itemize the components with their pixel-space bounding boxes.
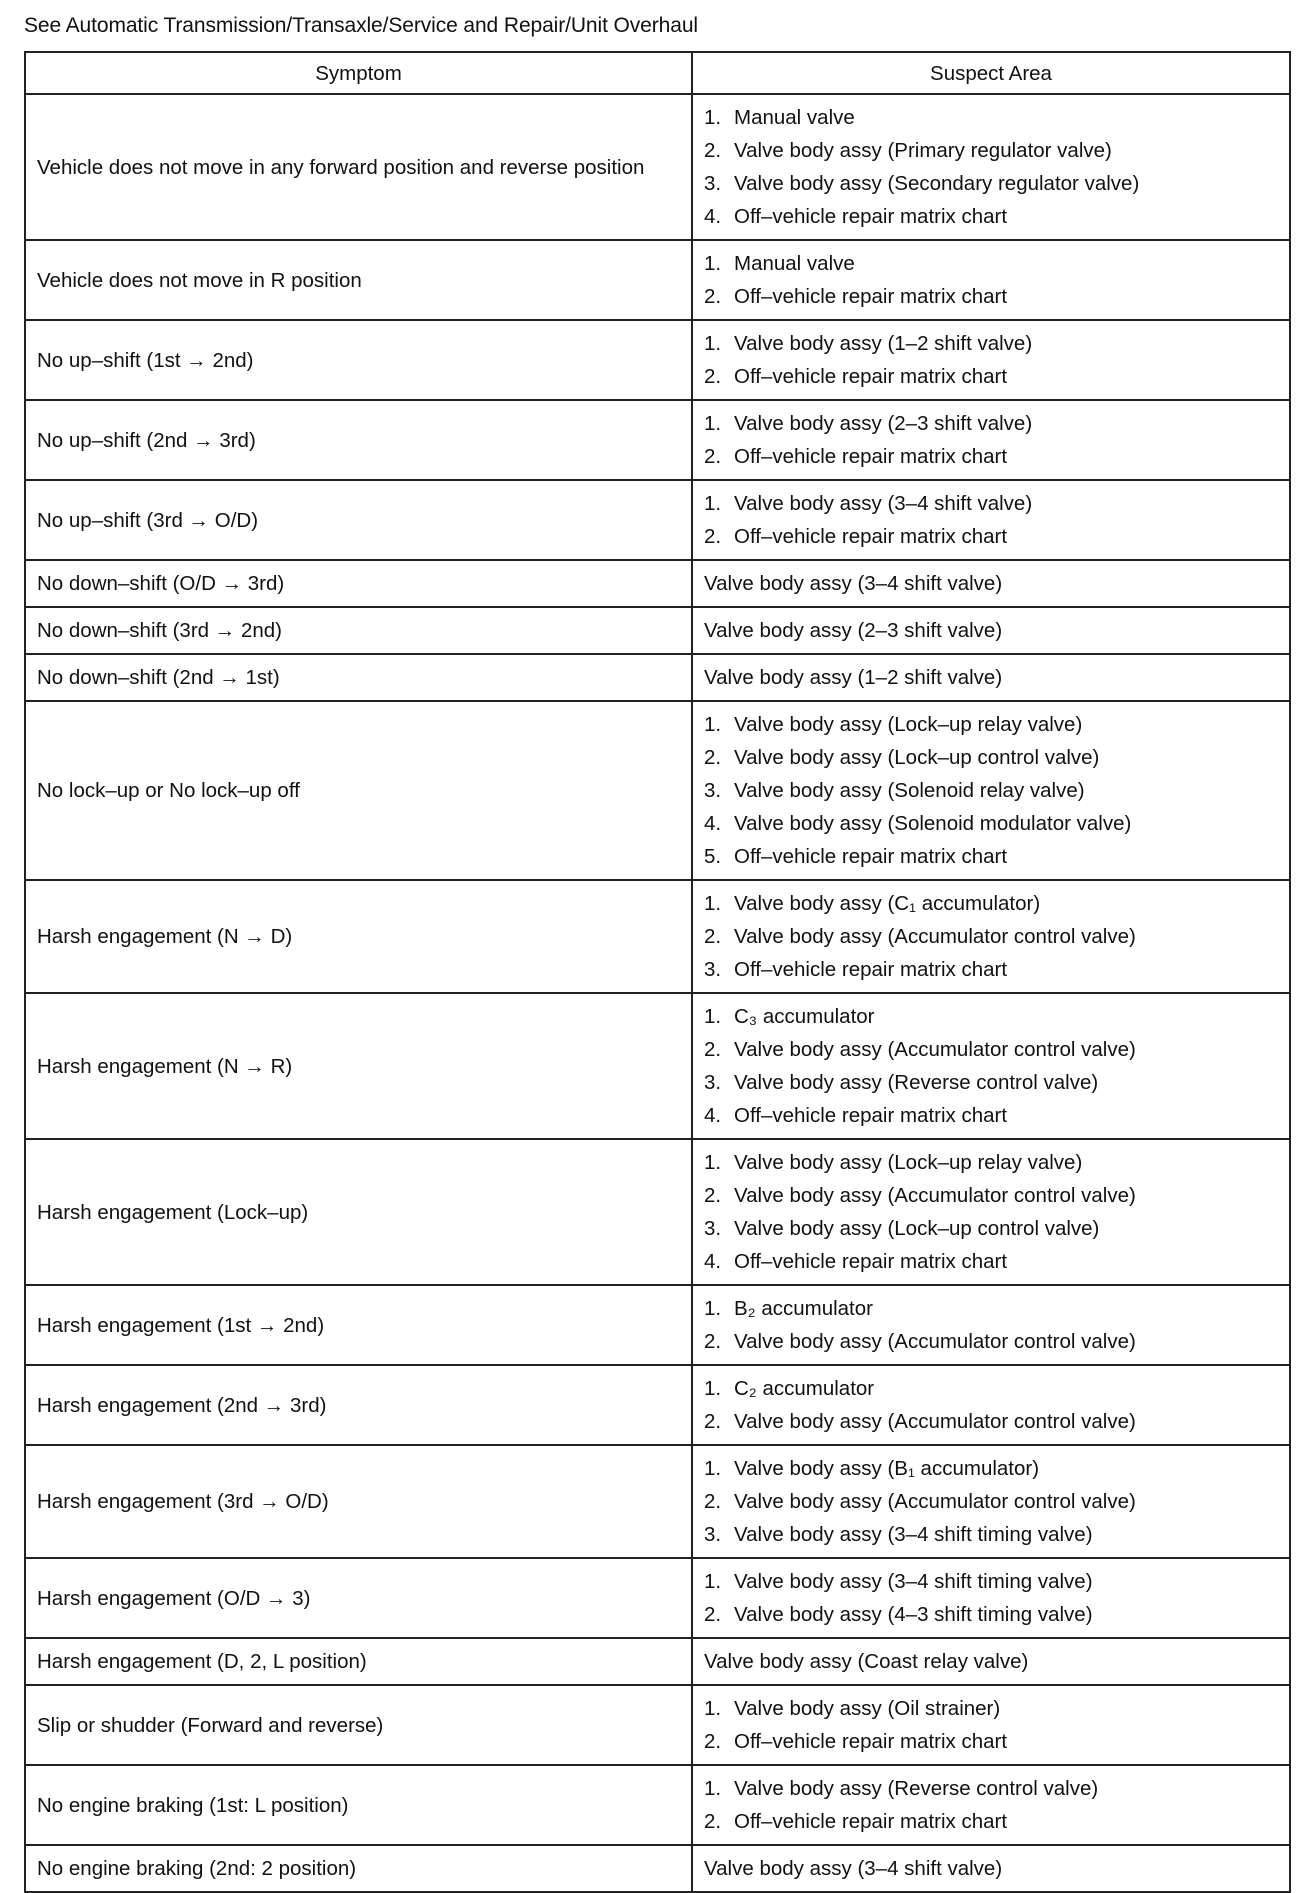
suspect-area-list-item	[704, 1066, 1279, 1099]
item-text: Valve body assy (Accumulator control valve)	[734, 1490, 1136, 1513]
suspect-area-cell	[692, 1685, 1290, 1765]
suspect-area-list-item	[704, 1598, 1279, 1631]
suspect-area-list-item	[704, 1000, 1279, 1033]
item-text: Off–vehicle repair matrix chart	[734, 525, 1008, 548]
item-text: Valve body assy (Primary regulator valve)	[734, 139, 1112, 162]
item-text: Manual valve	[734, 252, 855, 275]
item-text: Valve body assy (Solenoid modulator valve)	[734, 812, 1132, 835]
suspect-area-list-item	[704, 1485, 1279, 1518]
item-number: 2.	[704, 285, 722, 308]
suspect-area-cell	[692, 1765, 1290, 1845]
table-row	[25, 701, 1290, 880]
suspect-area-item: Valve body assy (Coast relay valve)	[704, 1650, 1029, 1673]
suspect-area-cell	[692, 94, 1290, 240]
symptom-cell: No up–shift (1st → 2nd)	[25, 320, 692, 400]
suspect-area-list-item	[704, 1179, 1279, 1212]
suspect-area-list	[704, 1000, 1279, 1132]
item-text: B₂ accumulator	[734, 1297, 873, 1320]
suspect-area-list-item	[704, 200, 1279, 233]
suspect-area-column-header: Suspect Area	[692, 52, 1290, 94]
item-text: Off–vehicle repair matrix chart	[734, 958, 1008, 981]
symptom-cell: No up–shift (3rd → O/D)	[25, 480, 692, 560]
item-number: 2.	[704, 1038, 722, 1061]
suspect-area-list	[704, 327, 1279, 393]
item-number: 2.	[704, 1603, 722, 1626]
symptom-cell: No engine braking (2nd: 2 position)	[25, 1845, 692, 1892]
suspect-area-list-item	[704, 840, 1279, 873]
suspect-area-list-item	[704, 1212, 1279, 1245]
table-header-row	[25, 52, 1290, 94]
item-text: Off–vehicle repair matrix chart	[734, 285, 1008, 308]
suspect-area-list-item	[704, 407, 1279, 440]
item-number: 2.	[704, 1330, 722, 1353]
table-row	[25, 607, 1290, 654]
suspect-area-cell	[692, 240, 1290, 320]
suspect-area-list	[704, 708, 1279, 873]
suspect-area-list-item	[704, 1772, 1279, 1805]
suspect-area-item: Valve body assy (3–4 shift valve)	[704, 1857, 1003, 1880]
suspect-area-cell	[692, 1445, 1290, 1558]
suspect-area-list-item	[704, 1452, 1279, 1485]
item-text: Valve body assy (Accumulator control valve)	[734, 1038, 1136, 1061]
symptom-cell: Harsh engagement (3rd → O/D)	[25, 1445, 692, 1558]
item-text: Valve body assy (Lock–up control valve)	[734, 746, 1100, 769]
suspect-area-list-item	[704, 1099, 1279, 1132]
item-number: 1.	[704, 1377, 722, 1400]
symptom-cell: Vehicle does not move in R position	[25, 240, 692, 320]
item-text: Valve body assy (2–3 shift valve)	[734, 412, 1033, 435]
suspect-area-list	[704, 487, 1279, 553]
item-text: Off–vehicle repair matrix chart	[734, 445, 1008, 468]
suspect-area-list-item	[704, 440, 1279, 473]
table-row	[25, 320, 1290, 400]
item-number: 3.	[704, 958, 722, 981]
suspect-area-list	[704, 1692, 1279, 1758]
suspect-area-list	[704, 101, 1279, 233]
table-row	[25, 654, 1290, 701]
item-number: 2.	[704, 1490, 722, 1513]
suspect-area-list-item	[704, 327, 1279, 360]
suspect-area-cell	[692, 560, 1290, 607]
item-text: Off–vehicle repair matrix chart	[734, 1250, 1008, 1273]
suspect-area-cell	[692, 993, 1290, 1139]
table-row	[25, 400, 1290, 480]
item-number: 2.	[704, 1184, 722, 1207]
suspect-area-list-item	[704, 1725, 1279, 1758]
suspect-area-cell	[692, 654, 1290, 701]
suspect-area-list-item	[704, 887, 1279, 920]
suspect-area-list	[704, 1772, 1279, 1838]
item-number: 1.	[704, 1457, 722, 1480]
suspect-area-list-item	[704, 1292, 1279, 1325]
item-number: 2.	[704, 139, 722, 162]
item-text: Valve body assy (Reverse control valve)	[734, 1777, 1099, 1800]
item-text: Valve body assy (3–4 shift timing valve)	[734, 1523, 1093, 1546]
item-text: Valve body assy (Accumulator control valve)	[734, 1184, 1136, 1207]
table-row	[25, 1845, 1290, 1892]
suspect-area-item: Valve body assy (2–3 shift valve)	[704, 619, 1003, 642]
table-row	[25, 94, 1290, 240]
item-number: 1.	[704, 332, 722, 355]
suspect-area-list-item	[704, 953, 1279, 986]
suspect-area-list-item	[704, 1325, 1279, 1358]
table-row	[25, 1765, 1290, 1845]
suspect-area-list-item	[704, 1372, 1279, 1405]
item-text: Off–vehicle repair matrix chart	[734, 1104, 1008, 1127]
symptom-cell: Slip or shudder (Forward and reverse)	[25, 1685, 692, 1765]
symptom-cell: No lock–up or No lock–up off	[25, 701, 692, 880]
table-row	[25, 560, 1290, 607]
symptom-cell: No engine braking (1st: L position)	[25, 1765, 692, 1845]
item-number: 1.	[704, 1297, 722, 1320]
item-number: 3.	[704, 779, 722, 802]
suspect-area-cell	[692, 1845, 1290, 1892]
item-text: Valve body assy (3–4 shift valve)	[734, 492, 1033, 515]
table-row	[25, 1365, 1290, 1445]
item-text: Off–vehicle repair matrix chart	[734, 205, 1008, 228]
item-text: Off–vehicle repair matrix chart	[734, 365, 1008, 388]
suspect-area-list-item	[704, 360, 1279, 393]
item-text: Valve body assy (B₁ accumulator)	[734, 1457, 1040, 1480]
suspect-area-item: Valve body assy (1–2 shift valve)	[704, 666, 1003, 689]
item-number: 1.	[704, 106, 722, 129]
suspect-area-cell	[692, 400, 1290, 480]
item-text: Off–vehicle repair matrix chart	[734, 845, 1008, 868]
suspect-area-list-item	[704, 708, 1279, 741]
item-text: Valve body assy (C₁ accumulator)	[734, 892, 1041, 915]
symptom-cell: Harsh engagement (D, 2, L position)	[25, 1638, 692, 1685]
item-number: 3.	[704, 1071, 722, 1094]
item-text: Valve body assy (Accumulator control valve)	[734, 1330, 1136, 1353]
suspect-area-list-item	[704, 1518, 1279, 1551]
item-text: Valve body assy (4–3 shift timing valve)	[734, 1603, 1093, 1626]
item-text: C₂ accumulator	[734, 1377, 875, 1400]
suspect-area-list-item	[704, 774, 1279, 807]
suspect-area-list-item	[704, 1033, 1279, 1066]
suspect-area-cell	[692, 320, 1290, 400]
item-number: 4.	[704, 812, 722, 835]
item-number: 2.	[704, 746, 722, 769]
item-number: 1.	[704, 252, 722, 275]
suspect-area-cell	[692, 607, 1290, 654]
item-text: Valve body assy (Solenoid relay valve)	[734, 779, 1085, 802]
item-number: 3.	[704, 172, 722, 195]
suspect-area-list	[704, 247, 1279, 313]
symptom-cell: Harsh engagement (1st → 2nd)	[25, 1285, 692, 1365]
page-header: See Automatic Transmission/Transaxle/Service and Repair/Unit Overhaul	[24, 14, 698, 37]
suspect-area-list	[704, 887, 1279, 986]
item-text: Off–vehicle repair matrix chart	[734, 1730, 1008, 1753]
suspect-area-list-item	[704, 741, 1279, 774]
item-number: 2.	[704, 1730, 722, 1753]
suspect-area-list-item	[704, 1565, 1279, 1598]
suspect-area-list-item	[704, 167, 1279, 200]
suspect-area-list-item	[704, 1805, 1279, 1838]
item-text: Valve body assy (Lock–up relay valve)	[734, 1151, 1083, 1174]
item-number: 1.	[704, 1570, 722, 1593]
suspect-area-item: Valve body assy (3–4 shift valve)	[704, 572, 1003, 595]
symptom-cell: No down–shift (3rd → 2nd)	[25, 607, 692, 654]
troubleshooting-table	[24, 51, 1291, 1893]
item-text: Manual valve	[734, 106, 855, 129]
symptom-cell: No up–shift (2nd → 3rd)	[25, 400, 692, 480]
suspect-area-list-item	[704, 520, 1279, 553]
item-number: 4.	[704, 1104, 722, 1127]
symptom-cell: Harsh engagement (N → D)	[25, 880, 692, 993]
item-number: 1.	[704, 1005, 722, 1028]
item-text: C₃ accumulator	[734, 1005, 875, 1028]
suspect-area-cell	[692, 1139, 1290, 1285]
table-row	[25, 880, 1290, 993]
item-number: 1.	[704, 412, 722, 435]
suspect-area-cell	[692, 880, 1290, 993]
item-number: 1.	[704, 713, 722, 736]
suspect-area-cell	[692, 701, 1290, 880]
item-number: 2.	[704, 925, 722, 948]
suspect-area-cell	[692, 480, 1290, 560]
item-number: 1.	[704, 492, 722, 515]
suspect-area-list	[704, 1146, 1279, 1278]
symptom-cell: Vehicle does not move in any forward position and reverse position	[25, 94, 692, 240]
item-text: Valve body assy (Lock–up relay valve)	[734, 713, 1083, 736]
table-row	[25, 1445, 1290, 1558]
suspect-area-cell	[692, 1558, 1290, 1638]
item-text: Valve body assy (Accumulator control valve)	[734, 925, 1136, 948]
suspect-area-list-item	[704, 920, 1279, 953]
suspect-area-list	[704, 1452, 1279, 1551]
item-text: Valve body assy (Secondary regulator valve)	[734, 172, 1140, 195]
table-row	[25, 1139, 1290, 1285]
suspect-area-list-item	[704, 247, 1279, 280]
suspect-area-list-item	[704, 101, 1279, 134]
table-row	[25, 993, 1290, 1139]
item-number: 3.	[704, 1217, 722, 1240]
item-text: Valve body assy (1–2 shift valve)	[734, 332, 1033, 355]
suspect-area-list-item	[704, 487, 1279, 520]
suspect-area-list-item	[704, 1405, 1279, 1438]
symptom-cell: Harsh engagement (Lock–up)	[25, 1139, 692, 1285]
suspect-area-list-item	[704, 134, 1279, 167]
item-text: Off–vehicle repair matrix chart	[734, 1810, 1008, 1833]
suspect-area-list-item	[704, 280, 1279, 313]
item-text: Valve body assy (Reverse control valve)	[734, 1071, 1099, 1094]
item-number: 2.	[704, 365, 722, 388]
symptom-column-header: Symptom	[25, 52, 692, 94]
table-row	[25, 1638, 1290, 1685]
suspect-area-list	[704, 1292, 1279, 1358]
symptom-cell: Harsh engagement (2nd → 3rd)	[25, 1365, 692, 1445]
suspect-area-cell	[692, 1638, 1290, 1685]
suspect-area-list	[704, 1372, 1279, 1438]
item-number: 1.	[704, 1151, 722, 1174]
item-text: Valve body assy (Oil strainer)	[734, 1697, 1001, 1720]
item-number: 2.	[704, 525, 722, 548]
suspect-area-list-item	[704, 1146, 1279, 1179]
suspect-area-cell	[692, 1365, 1290, 1445]
item-number: 1.	[704, 1697, 722, 1720]
item-text: Valve body assy (Lock–up control valve)	[734, 1217, 1100, 1240]
table-row	[25, 480, 1290, 560]
symptom-cell: No down–shift (O/D → 3rd)	[25, 560, 692, 607]
suspect-area-list-item	[704, 1245, 1279, 1278]
item-number: 1.	[704, 892, 722, 915]
item-text: Valve body assy (3–4 shift timing valve)	[734, 1570, 1093, 1593]
table-row	[25, 240, 1290, 320]
item-number: 2.	[704, 1810, 722, 1833]
item-number: 3.	[704, 1523, 722, 1546]
suspect-area-list	[704, 407, 1279, 473]
item-number: 5.	[704, 845, 722, 868]
item-number: 1.	[704, 1777, 722, 1800]
suspect-area-list-item	[704, 807, 1279, 840]
item-number: 4.	[704, 1250, 722, 1273]
suspect-area-list-item	[704, 1692, 1279, 1725]
suspect-area-cell	[692, 1285, 1290, 1365]
symptom-cell: Harsh engagement (O/D → 3)	[25, 1558, 692, 1638]
item-number: 2.	[704, 1410, 722, 1433]
table-row	[25, 1285, 1290, 1365]
table-row	[25, 1558, 1290, 1638]
suspect-area-list	[704, 1565, 1279, 1631]
item-number: 2.	[704, 445, 722, 468]
item-number: 4.	[704, 205, 722, 228]
item-text: Valve body assy (Accumulator control valve)	[734, 1410, 1136, 1433]
symptom-cell: Harsh engagement (N → R)	[25, 993, 692, 1139]
table-row	[25, 1685, 1290, 1765]
symptom-cell: No down–shift (2nd → 1st)	[25, 654, 692, 701]
